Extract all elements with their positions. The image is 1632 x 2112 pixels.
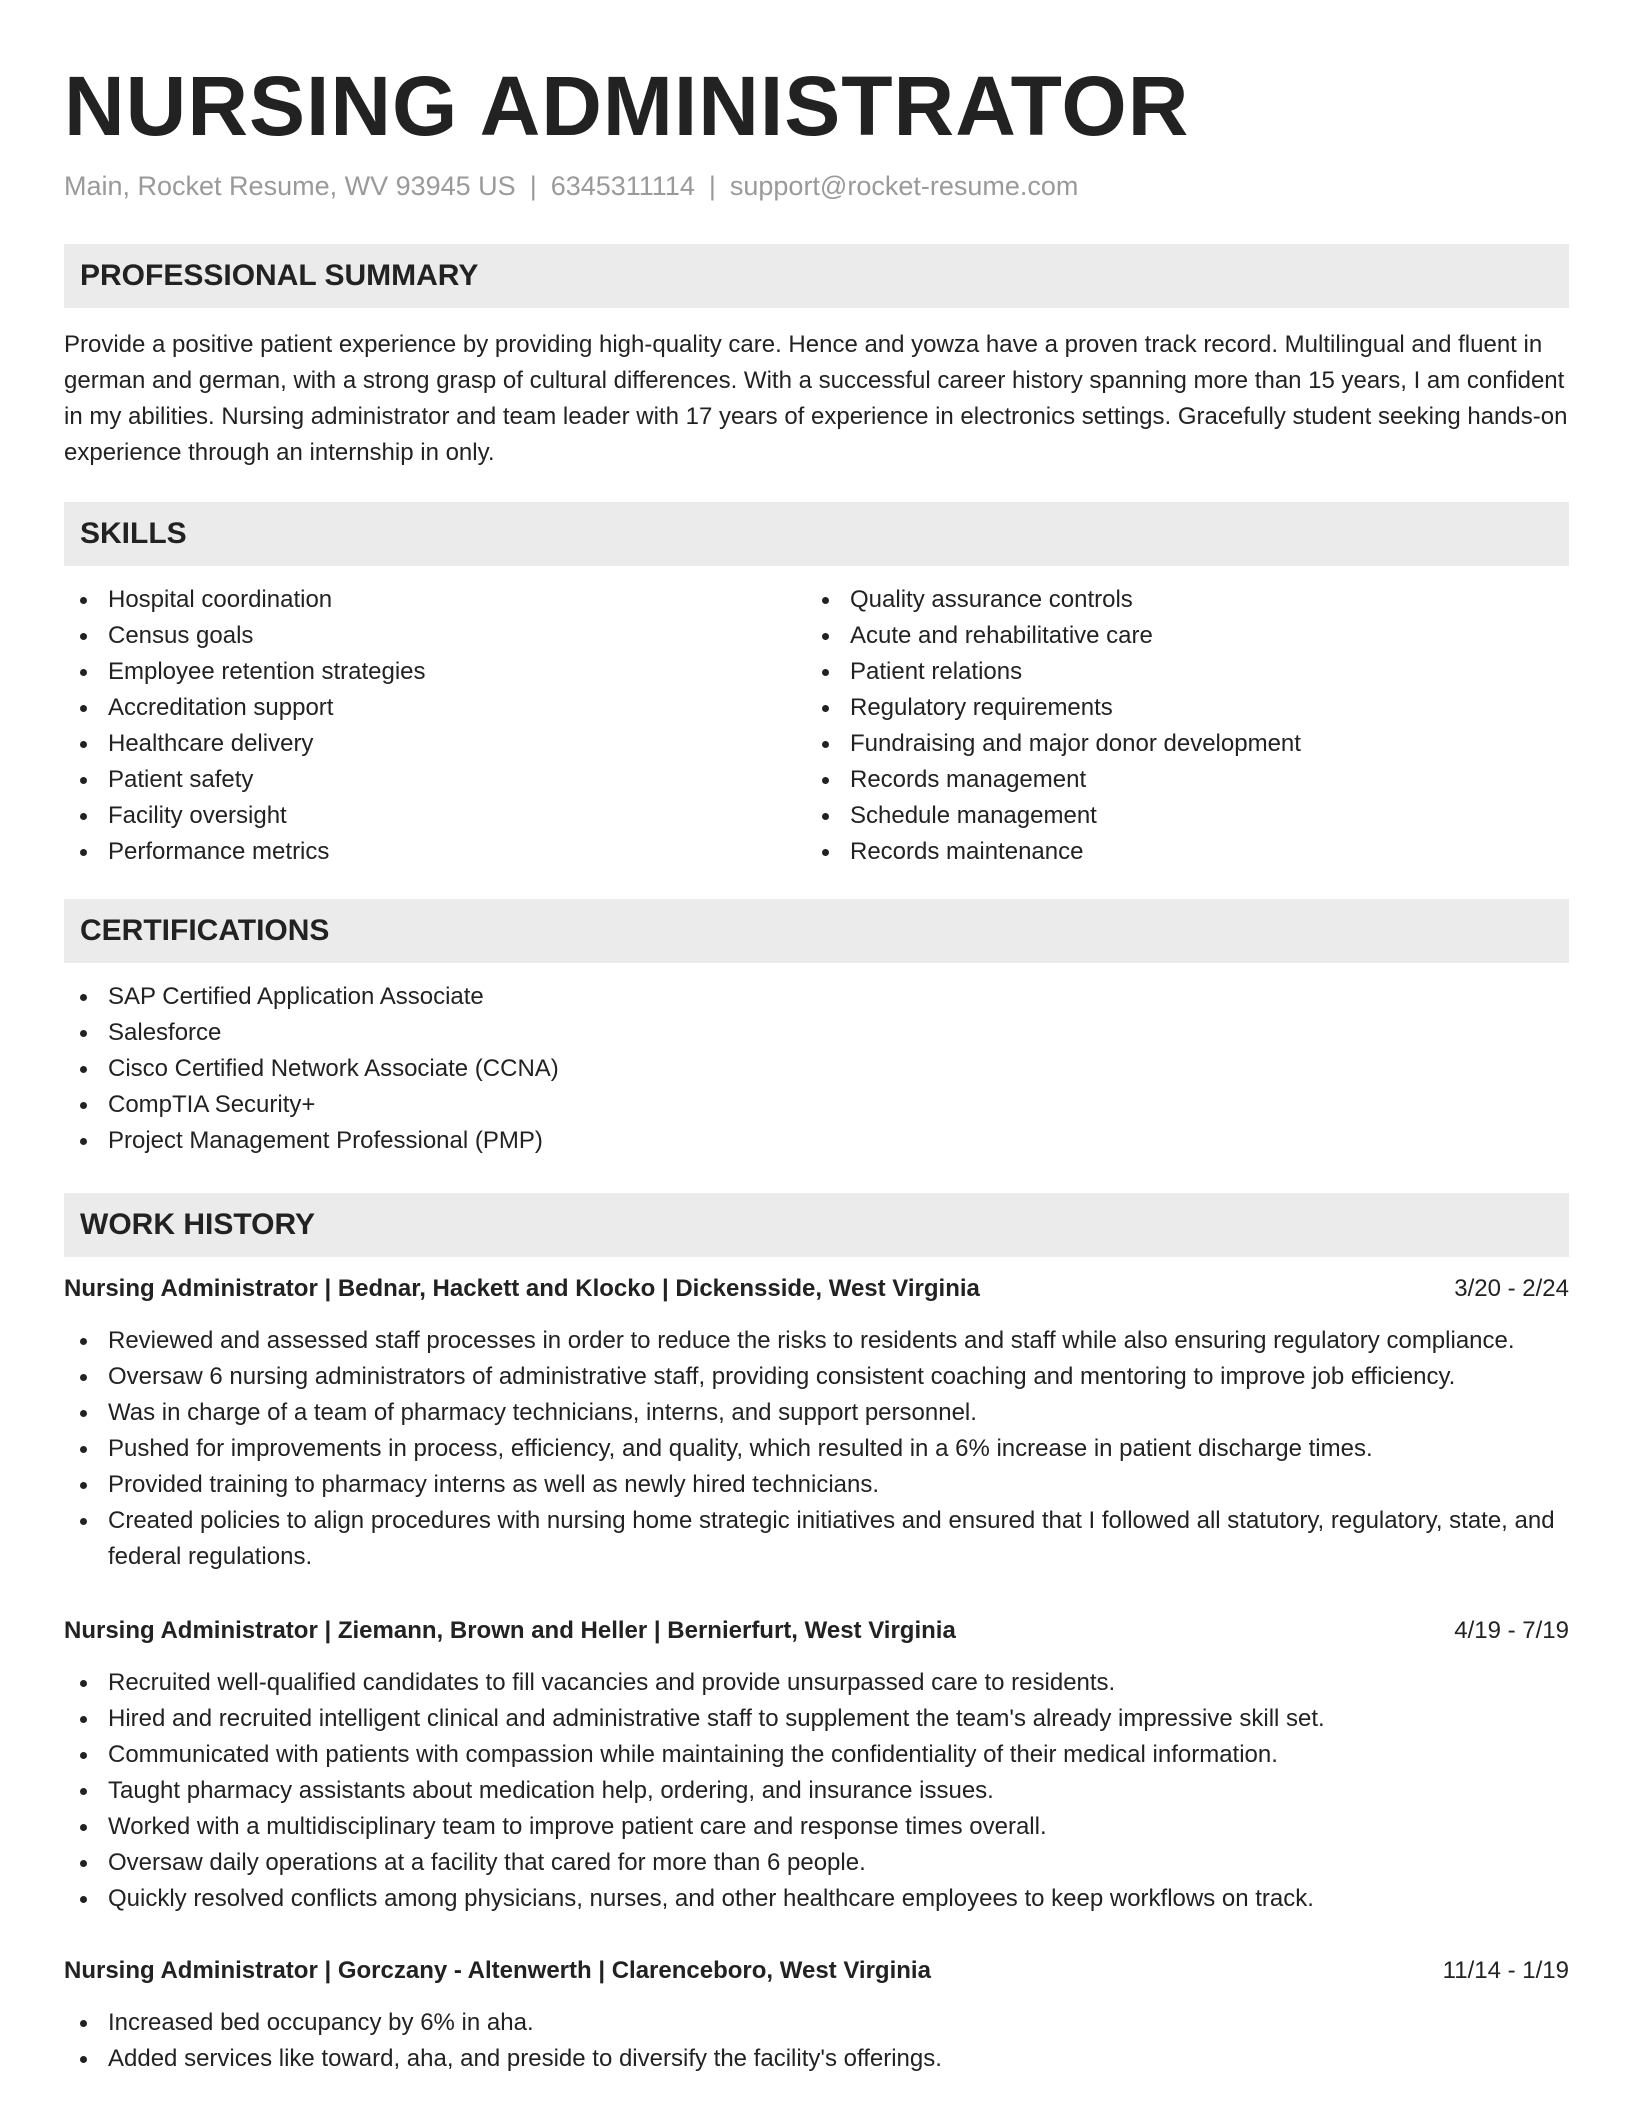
job-bullet: Provided training to pharmacy interns as well as newly hired technicians. xyxy=(64,1467,1569,1503)
skill-item: Hospital coordination xyxy=(64,582,806,618)
job-bullet: Reviewed and assessed staff processes in order to reduce the risks to residents and staff while also ensuring regulatory compliance. xyxy=(64,1323,1569,1359)
skill-item: Regulatory requirements xyxy=(806,690,1548,726)
certification-item: CompTIA Security+ xyxy=(64,1087,1569,1123)
job-entry xyxy=(64,1613,1569,1917)
contact-address: Main, Rocket Resume, WV 93945 US xyxy=(64,171,516,201)
section-header-skills: SKILLS xyxy=(64,502,1569,566)
certification-item: SAP Certified Application Associate xyxy=(64,979,1569,1015)
contact-phone: 6345311114 xyxy=(550,171,695,201)
skill-item: Acute and rehabilitative care xyxy=(806,618,1548,654)
job-title: Nursing Administrator | Ziemann, Brown and Heller | Bernierfurt, West Virginia xyxy=(64,1617,956,1644)
contact-separator: | xyxy=(529,171,537,201)
skill-item: Performance metrics xyxy=(64,834,806,870)
skill-item: Quality assurance controls xyxy=(806,582,1548,618)
job-bullet: Added services like toward, aha, and preside to diversify the facility's offerings. xyxy=(64,2041,1569,2077)
skill-item: Facility oversight xyxy=(64,798,806,834)
skills-column-left xyxy=(64,582,806,870)
job-dates: 3/20 - 2/24 xyxy=(1454,1275,1569,1302)
job-bullet: Oversaw 6 nursing administrators of administrative staff, providing consistent coaching and mentoring to improve job efficiency. xyxy=(64,1359,1569,1395)
certification-item: Project Management Professional (PMP) xyxy=(64,1123,1569,1159)
job-bullet: Pushed for improvements in process, efficiency, and quality, which resulted in a 6% increase in patient discharge times. xyxy=(64,1431,1569,1467)
skill-item: Fundraising and major donor development xyxy=(806,726,1548,762)
job-bullet: Communicated with patients with compassion while maintaining the confidentiality of their medical information. xyxy=(64,1737,1569,1773)
skill-item: Patient safety xyxy=(64,762,806,798)
job-bullet: Hired and recruited intelligent clinical and administrative staff to supplement the team's already impressive skill set. xyxy=(64,1701,1569,1737)
job-dates: 11/14 - 1/19 xyxy=(1442,1957,1569,1984)
contact-email: support@rocket-resume.com xyxy=(729,171,1079,201)
summary-text: Provide a positive patient experience by providing high-quality care. Hence and yowza have a proven track record. Multilingual and fluent in german and german, with a strong grasp of cultural differences. With a successful career history spanning more than 15 years, I am confident in my abilities. Nursing administrator and team leader with 17 years of experience in electronics settings. Gracefully student seeking hands-on experience through an internship in only. xyxy=(64,331,1568,466)
resume-name: NURSING ADMINISTRATOR xyxy=(64,59,1190,153)
job-bullet: Created policies to align procedures with nursing home strategic initiatives and ensured that I followed all statutory, regulatory, state, and federal regulations. xyxy=(64,1503,1569,1575)
skill-item: Employee retention strategies xyxy=(64,654,806,690)
skill-item: Healthcare delivery xyxy=(64,726,806,762)
certification-item: Cisco Certified Network Associate (CCNA) xyxy=(64,1051,1569,1087)
job-header xyxy=(64,1953,1569,1989)
job-header xyxy=(64,1613,1569,1649)
resume-page xyxy=(64,0,1569,2077)
certifications-list xyxy=(64,979,1569,1159)
certification-item: Salesforce xyxy=(64,1015,1569,1051)
skills-grid xyxy=(64,582,1569,870)
section-header-summary: PROFESSIONAL SUMMARY xyxy=(64,244,1569,308)
contact-line xyxy=(64,168,1569,204)
skills-column-right xyxy=(806,582,1548,870)
skill-item: Records management xyxy=(806,762,1548,798)
section-header-certifications: CERTIFICATIONS xyxy=(64,899,1569,963)
job-entry xyxy=(64,1271,1569,1575)
section-header-work-history: WORK HISTORY xyxy=(64,1193,1569,1257)
job-bullet: Worked with a multidisciplinary team to improve patient care and response times overall. xyxy=(64,1809,1569,1845)
skill-item: Schedule management xyxy=(806,798,1548,834)
job-bullet: Was in charge of a team of pharmacy technicians, interns, and support personnel. xyxy=(64,1395,1569,1431)
job-bullet: Increased bed occupancy by 6% in aha. xyxy=(64,2005,1569,2041)
skill-item: Records maintenance xyxy=(806,834,1548,870)
job-entry xyxy=(64,1953,1569,2077)
job-title: Nursing Administrator | Bednar, Hackett and Klocko | Dickensside, West Virginia xyxy=(64,1275,980,1302)
job-header xyxy=(64,1271,1569,1307)
job-title: Nursing Administrator | Gorczany - Altenwerth | Clarenceboro, West Virginia xyxy=(64,1957,931,1984)
job-bullets xyxy=(64,1665,1569,1917)
contact-separator: | xyxy=(708,171,716,201)
job-bullets xyxy=(64,2005,1569,2077)
skill-item: Accreditation support xyxy=(64,690,806,726)
job-bullets xyxy=(64,1323,1569,1575)
job-bullet: Taught pharmacy assistants about medication help, ordering, and insurance issues. xyxy=(64,1773,1569,1809)
job-bullet: Quickly resolved conflicts among physicians, nurses, and other healthcare employees to keep workflows on track. xyxy=(64,1881,1569,1917)
job-bullet: Oversaw daily operations at a facility that cared for more than 6 people. xyxy=(64,1845,1569,1881)
skill-item: Patient relations xyxy=(806,654,1548,690)
skill-item: Census goals xyxy=(64,618,806,654)
job-dates: 4/19 - 7/19 xyxy=(1454,1617,1569,1644)
job-bullet: Recruited well-qualified candidates to fill vacancies and provide unsurpassed care to residents. xyxy=(64,1665,1569,1701)
